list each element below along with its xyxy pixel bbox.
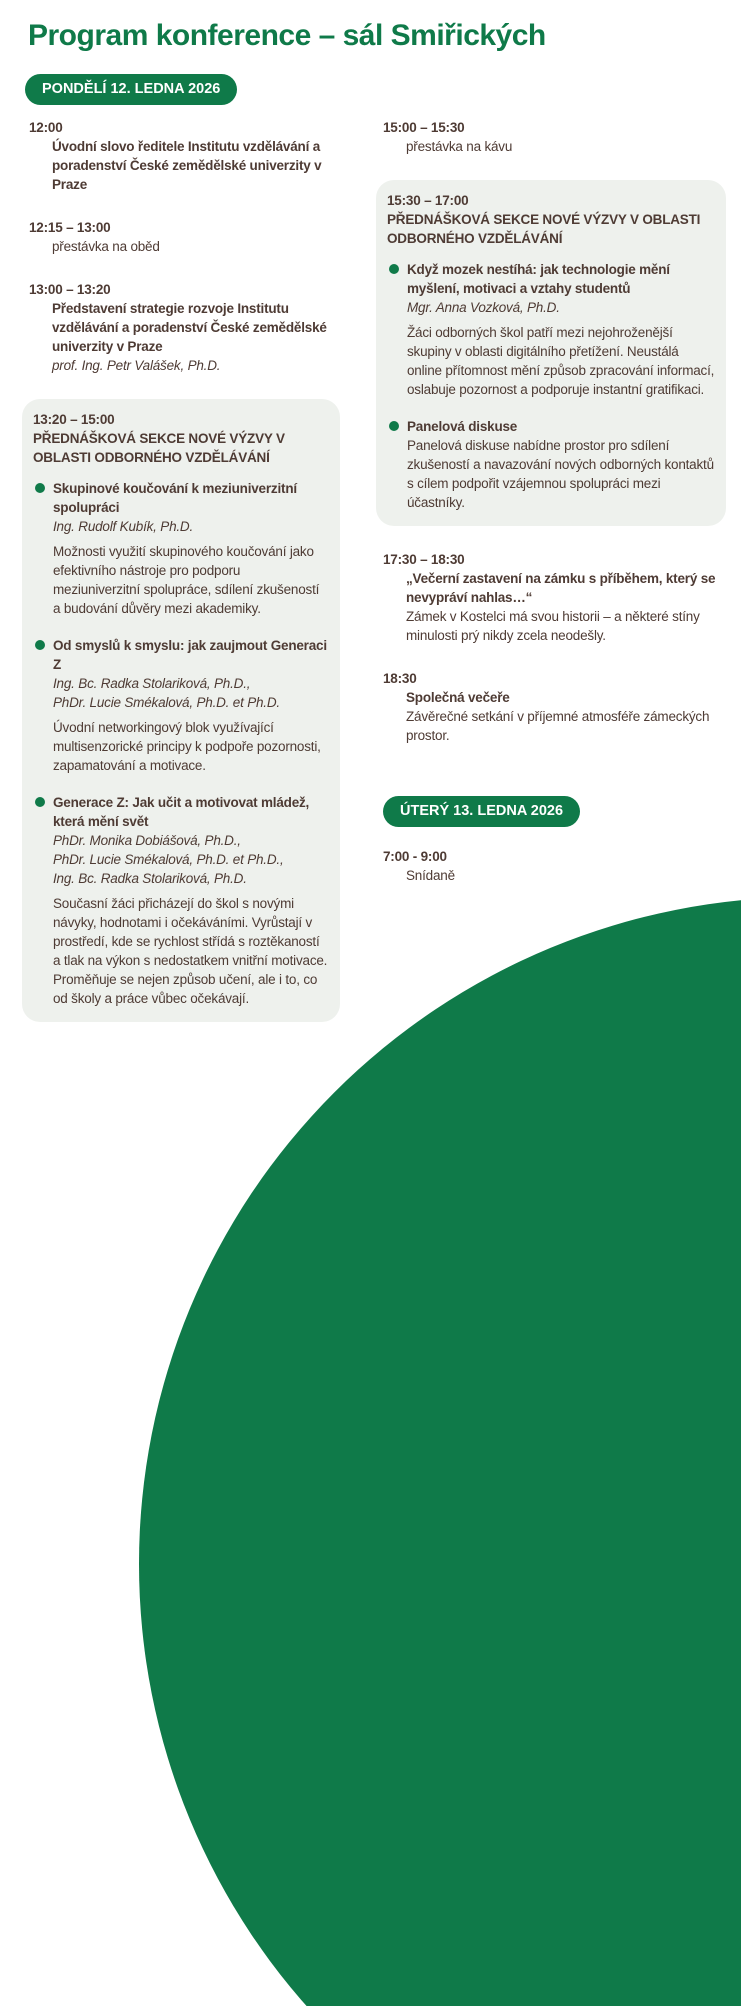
bullet-dot-icon (35, 483, 45, 493)
talk-speaker: Ing. Bc. Radka Stolariková, Ph.D., (53, 676, 251, 691)
lecture-section-box-evening (376, 180, 726, 526)
bullet-dot-icon (389, 421, 399, 431)
entry-title: Představení strategie rozvoje Institutu vzdělávání a poradenství České zemědělské univerzity v Praze (52, 301, 327, 354)
entry-time: 12:00 (29, 120, 63, 135)
schedule-entry-opening (22, 118, 340, 194)
entry-time: 7:00 - 9:00 (383, 849, 447, 864)
bullet-dot-icon (389, 264, 399, 274)
talk-speaker: PhDr. Lucie Smékalová, Ph.D. et Ph.D. (53, 695, 280, 710)
schedule-entry-castle-story (376, 550, 726, 645)
monday-date-badge: PONDĚLÍ 12. LEDNA 2026 (25, 74, 237, 105)
entry-description: Snídaně (406, 868, 455, 883)
entry-time: 12:15 – 13:00 (29, 220, 111, 235)
talk-title: Generace Z: Jak učit a motivovat mládež, která mění svět (53, 795, 310, 829)
talk-abstract: Úvodní networkingový blok využívající multisenzorické principy k podpoře pozornosti, zapamatování a motivace. (53, 720, 321, 773)
schedule-column-right (376, 118, 726, 909)
talk-speaker: Ing. Rudolf Kubík, Ph.D. (53, 519, 194, 534)
talk-speaker: Ing. Bc. Radka Stolariková, Ph.D. (53, 871, 247, 886)
lecture-section-box-afternoon (22, 399, 340, 1022)
entry-description: přestávka na kávu (406, 139, 513, 154)
entry-time: 13:00 – 13:20 (29, 282, 111, 297)
tuesday-date-badge: ÚTERÝ 13. LEDNA 2026 (383, 796, 580, 827)
schedule-column-left (22, 118, 340, 1046)
talk-speaker: PhDr. Monika Dobiášová, Ph.D., (53, 833, 241, 848)
talk-abstract: Žáci odborných škol patří mezi nejohroženější skupiny v oblasti digitálního přetížení. Neustálá online přítomnost mění způsob zpracování informací, oslabuje pozornost a podporuje instantní gratifikaci. (407, 325, 715, 397)
entry-title: „Večerní zastavení na zámku s příběhem, který se nevypráví nahlas…“ (406, 571, 716, 605)
schedule-entry-lunch-break (22, 218, 340, 256)
section-title: PŘEDNÁŠKOVÁ SEKCE NOVÉ VÝZVY V OBLASTI ODBORNÉHO VZDĚLÁVÁNÍ (387, 212, 701, 246)
entry-description: Zámek v Kostelci má svou historii – a některé stíny minulosti prý nikdy zcela neodešly. (406, 609, 700, 643)
section-time: 13:20 – 15:00 (33, 412, 115, 427)
entry-time: 15:00 – 15:30 (383, 120, 465, 135)
talk-item (387, 417, 715, 512)
entry-title: Společná večeře (406, 690, 510, 705)
schedule-entry-strategy (22, 280, 340, 375)
entry-title: Úvodní slovo ředitele Institutu vzdělávání a poradenství České zemědělské univerzity v Praze (52, 139, 322, 192)
section-title: PŘEDNÁŠKOVÁ SEKCE NOVÉ VÝZVY V OBLASTI ODBORNÉHO VZDĚLÁVÁNÍ (33, 431, 285, 465)
talk-abstract: Současní žáci přicházejí do škol s novými návyky, hodnotami i očekáváními. Vyrůstají v prostředí, kde se rychlost střídá s roztěkaností a tlak na výkon s nedostatkem vnitřní motivace. Proměňuje se nejen způsob učení, ale i to, co od školy a práce vůbec očekávají. (53, 896, 328, 1006)
page-title: Program konference – sál Smiřických (28, 19, 546, 52)
talk-title: Od smyslů k smyslu: jak zaujmout Generaci Z (53, 638, 327, 672)
talk-abstract: Možnosti využití skupinového koučování jako efektivního nástroje pro podporu meziuniverzitní spolupráce, sdílení zkušeností a budování důvěry mezi akademiky. (53, 544, 320, 616)
schedule-entry-coffee-break (376, 118, 726, 156)
talk-speaker: Mgr. Anna Vozková, Ph.D. (407, 300, 560, 315)
bullet-dot-icon (35, 797, 45, 807)
talk-title: Skupinové koučování k meziuniverzitní spolupráci (53, 481, 297, 515)
section-time: 15:30 – 17:00 (387, 193, 469, 208)
entry-time: 17:30 – 18:30 (383, 552, 465, 567)
talk-title: Když mozek nestíhá: jak technologie mění myšlení, motivaci a vztahy studentů (407, 262, 670, 296)
entry-description: přestávka na oběd (52, 239, 160, 254)
talk-speaker: PhDr. Lucie Smékalová, Ph.D. et Ph.D., (53, 852, 284, 867)
bullet-dot-icon (35, 640, 45, 650)
talk-item (33, 793, 329, 1008)
talk-item (33, 636, 329, 775)
decorative-green-circle (139, 897, 741, 2006)
talk-title: Panelová diskuse (407, 419, 518, 434)
entry-description: Závěrečné setkání v příjemné atmosféře zámeckých prostor. (406, 709, 710, 743)
schedule-entry-dinner (376, 669, 726, 745)
entry-time: 18:30 (383, 671, 417, 686)
talk-item (33, 479, 329, 618)
talk-item (387, 260, 715, 399)
entry-speaker: prof. Ing. Petr Valášek, Ph.D. (52, 358, 221, 373)
schedule-entry-breakfast (376, 847, 726, 885)
talk-abstract: Panelová diskuse nabídne prostor pro sdílení zkušeností a navazování nových odborných kontaktů s cílem podpořit vzájemnou spolupráci mezi účastníky. (407, 438, 714, 510)
